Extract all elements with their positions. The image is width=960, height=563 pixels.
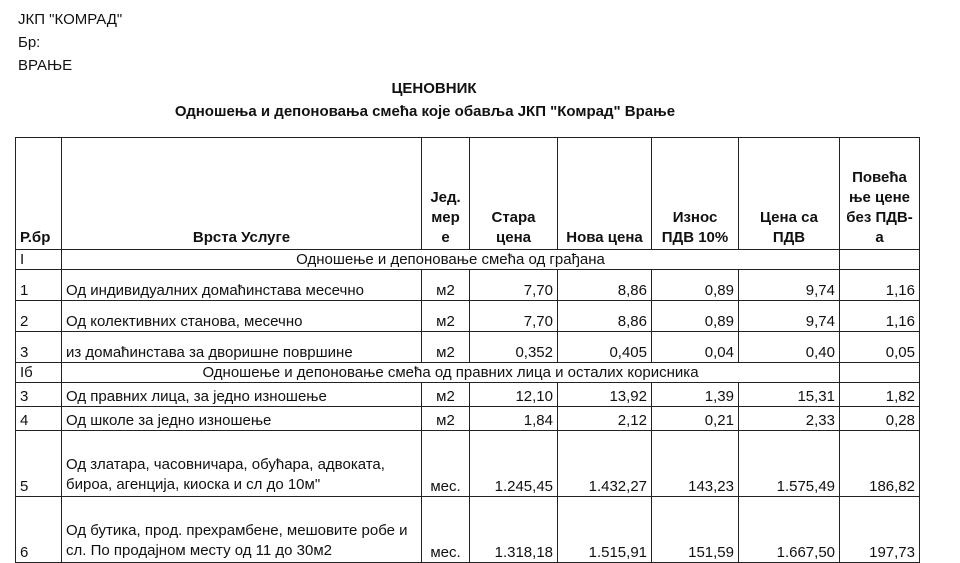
- cell-service: Од колективних станова, месечно: [62, 301, 422, 332]
- cell-new-price: 2,12: [558, 407, 652, 431]
- cell-increase: 1,16: [840, 301, 920, 332]
- table-row: [16, 407, 920, 431]
- section-code: Iб: [16, 363, 62, 383]
- col-header-old-price: Стара цена: [470, 138, 558, 250]
- cell-unit: мес.: [422, 431, 470, 497]
- section-title: Одношење и депоновање смећа од грађана: [62, 250, 840, 270]
- table-row: [16, 332, 920, 363]
- cell-price-vat: 1.575,49: [739, 431, 840, 497]
- col-header-new-price: Нова цена: [558, 138, 652, 250]
- section-row: [16, 250, 920, 270]
- cell-old-price: 1,84: [470, 407, 558, 431]
- cell-increase: 0,05: [840, 332, 920, 363]
- cell-rbr: 1: [16, 270, 62, 301]
- number-label: Бр:: [18, 34, 41, 51]
- document-title: ЦЕНОВНИК: [391, 80, 477, 97]
- cell-unit: м2: [422, 301, 470, 332]
- col-header-vat: Износ ПДВ 10%: [652, 138, 739, 250]
- cell-old-price: 7,70: [470, 270, 558, 301]
- cell-service: Од златара, часовничара, обућара, адвоката, бироа, агенција, киоска и сл до 10м": [62, 431, 422, 497]
- cell-new-price: 8,86: [558, 270, 652, 301]
- cell-vat: 0,89: [652, 301, 739, 332]
- cell-price-vat: 2,33: [739, 407, 840, 431]
- cell-increase: 186,82: [840, 431, 920, 497]
- cell-unit: м2: [422, 332, 470, 363]
- cell-vat: 151,59: [652, 497, 739, 563]
- cell-new-price: 8,86: [558, 301, 652, 332]
- document-subtitle: Одношења и депоновања смећа које обавља ЈКП "Комрад" Врање: [174, 103, 676, 120]
- table-row: [16, 383, 920, 407]
- cell-vat: 143,23: [652, 431, 739, 497]
- cell-service: из домаћинстава за дворишне површине: [62, 332, 422, 363]
- section-code: I: [16, 250, 62, 270]
- cell-vat: 0,21: [652, 407, 739, 431]
- cell-service: Од индивидуалних домаћинстава месечно: [62, 270, 422, 301]
- section-empty-cell: [840, 363, 920, 383]
- cell-unit: м2: [422, 407, 470, 431]
- cell-service: Од правних лица, за једно изношење: [62, 383, 422, 407]
- cell-old-price: 12,10: [470, 383, 558, 407]
- cell-old-price: 0,352: [470, 332, 558, 363]
- cell-rbr: 6: [16, 497, 62, 563]
- cell-old-price: 1.318,18: [470, 497, 558, 563]
- price-table: [15, 137, 920, 563]
- cell-new-price: 1.432,27: [558, 431, 652, 497]
- cell-new-price: 0,405: [558, 332, 652, 363]
- cell-price-vat: 1.667,50: [739, 497, 840, 563]
- col-header-service: Врста Услуге: [62, 138, 422, 250]
- col-header-price-vat: Цена са ПДВ: [739, 138, 840, 250]
- section-empty-cell: [840, 250, 920, 270]
- organization-name: ЈКП "КОМРАД": [18, 11, 123, 28]
- cell-price-vat: 15,31: [739, 383, 840, 407]
- cell-vat: 1,39: [652, 383, 739, 407]
- cell-service: Од бутика, прод. прехрамбене, мешовите робе и сл. По продајном месту од 11 до 30м2: [62, 497, 422, 563]
- cell-old-price: 7,70: [470, 301, 558, 332]
- cell-unit: м2: [422, 383, 470, 407]
- document-header: [18, 8, 122, 77]
- cell-price-vat: 0,40: [739, 332, 840, 363]
- col-header-rbr: Р.бр: [16, 138, 62, 250]
- cell-old-price: 1.245,45: [470, 431, 558, 497]
- table-row: [16, 497, 920, 563]
- table-row: [16, 431, 920, 497]
- table-row: [16, 301, 920, 332]
- cell-increase: 0,28: [840, 407, 920, 431]
- col-header-unit: Јед. мер е: [422, 138, 470, 250]
- cell-rbr: 5: [16, 431, 62, 497]
- cell-vat: 0,04: [652, 332, 739, 363]
- cell-price-vat: 9,74: [739, 301, 840, 332]
- col-header-increase: Повећа ње цене без ПДВ-а: [840, 138, 920, 250]
- cell-new-price: 13,92: [558, 383, 652, 407]
- cell-increase: 197,73: [840, 497, 920, 563]
- table-header-row: [16, 138, 920, 250]
- section-title: Одношење и депоновање смећа од правних лица и осталих корисника: [62, 363, 840, 383]
- cell-rbr: 2: [16, 301, 62, 332]
- cell-price-vat: 9,74: [739, 270, 840, 301]
- cell-vat: 0,89: [652, 270, 739, 301]
- section-row: [16, 363, 920, 383]
- cell-increase: 1,82: [840, 383, 920, 407]
- cell-new-price: 1.515,91: [558, 497, 652, 563]
- cell-increase: 1,16: [840, 270, 920, 301]
- cell-unit: мес.: [422, 497, 470, 563]
- cell-rbr: 4: [16, 407, 62, 431]
- cell-rbr: 3: [16, 383, 62, 407]
- cell-rbr: 3: [16, 332, 62, 363]
- cell-unit: м2: [422, 270, 470, 301]
- table-row: [16, 270, 920, 301]
- cell-service: Од школе за једно изношење: [62, 407, 422, 431]
- city-name: ВРАЊЕ: [18, 57, 73, 74]
